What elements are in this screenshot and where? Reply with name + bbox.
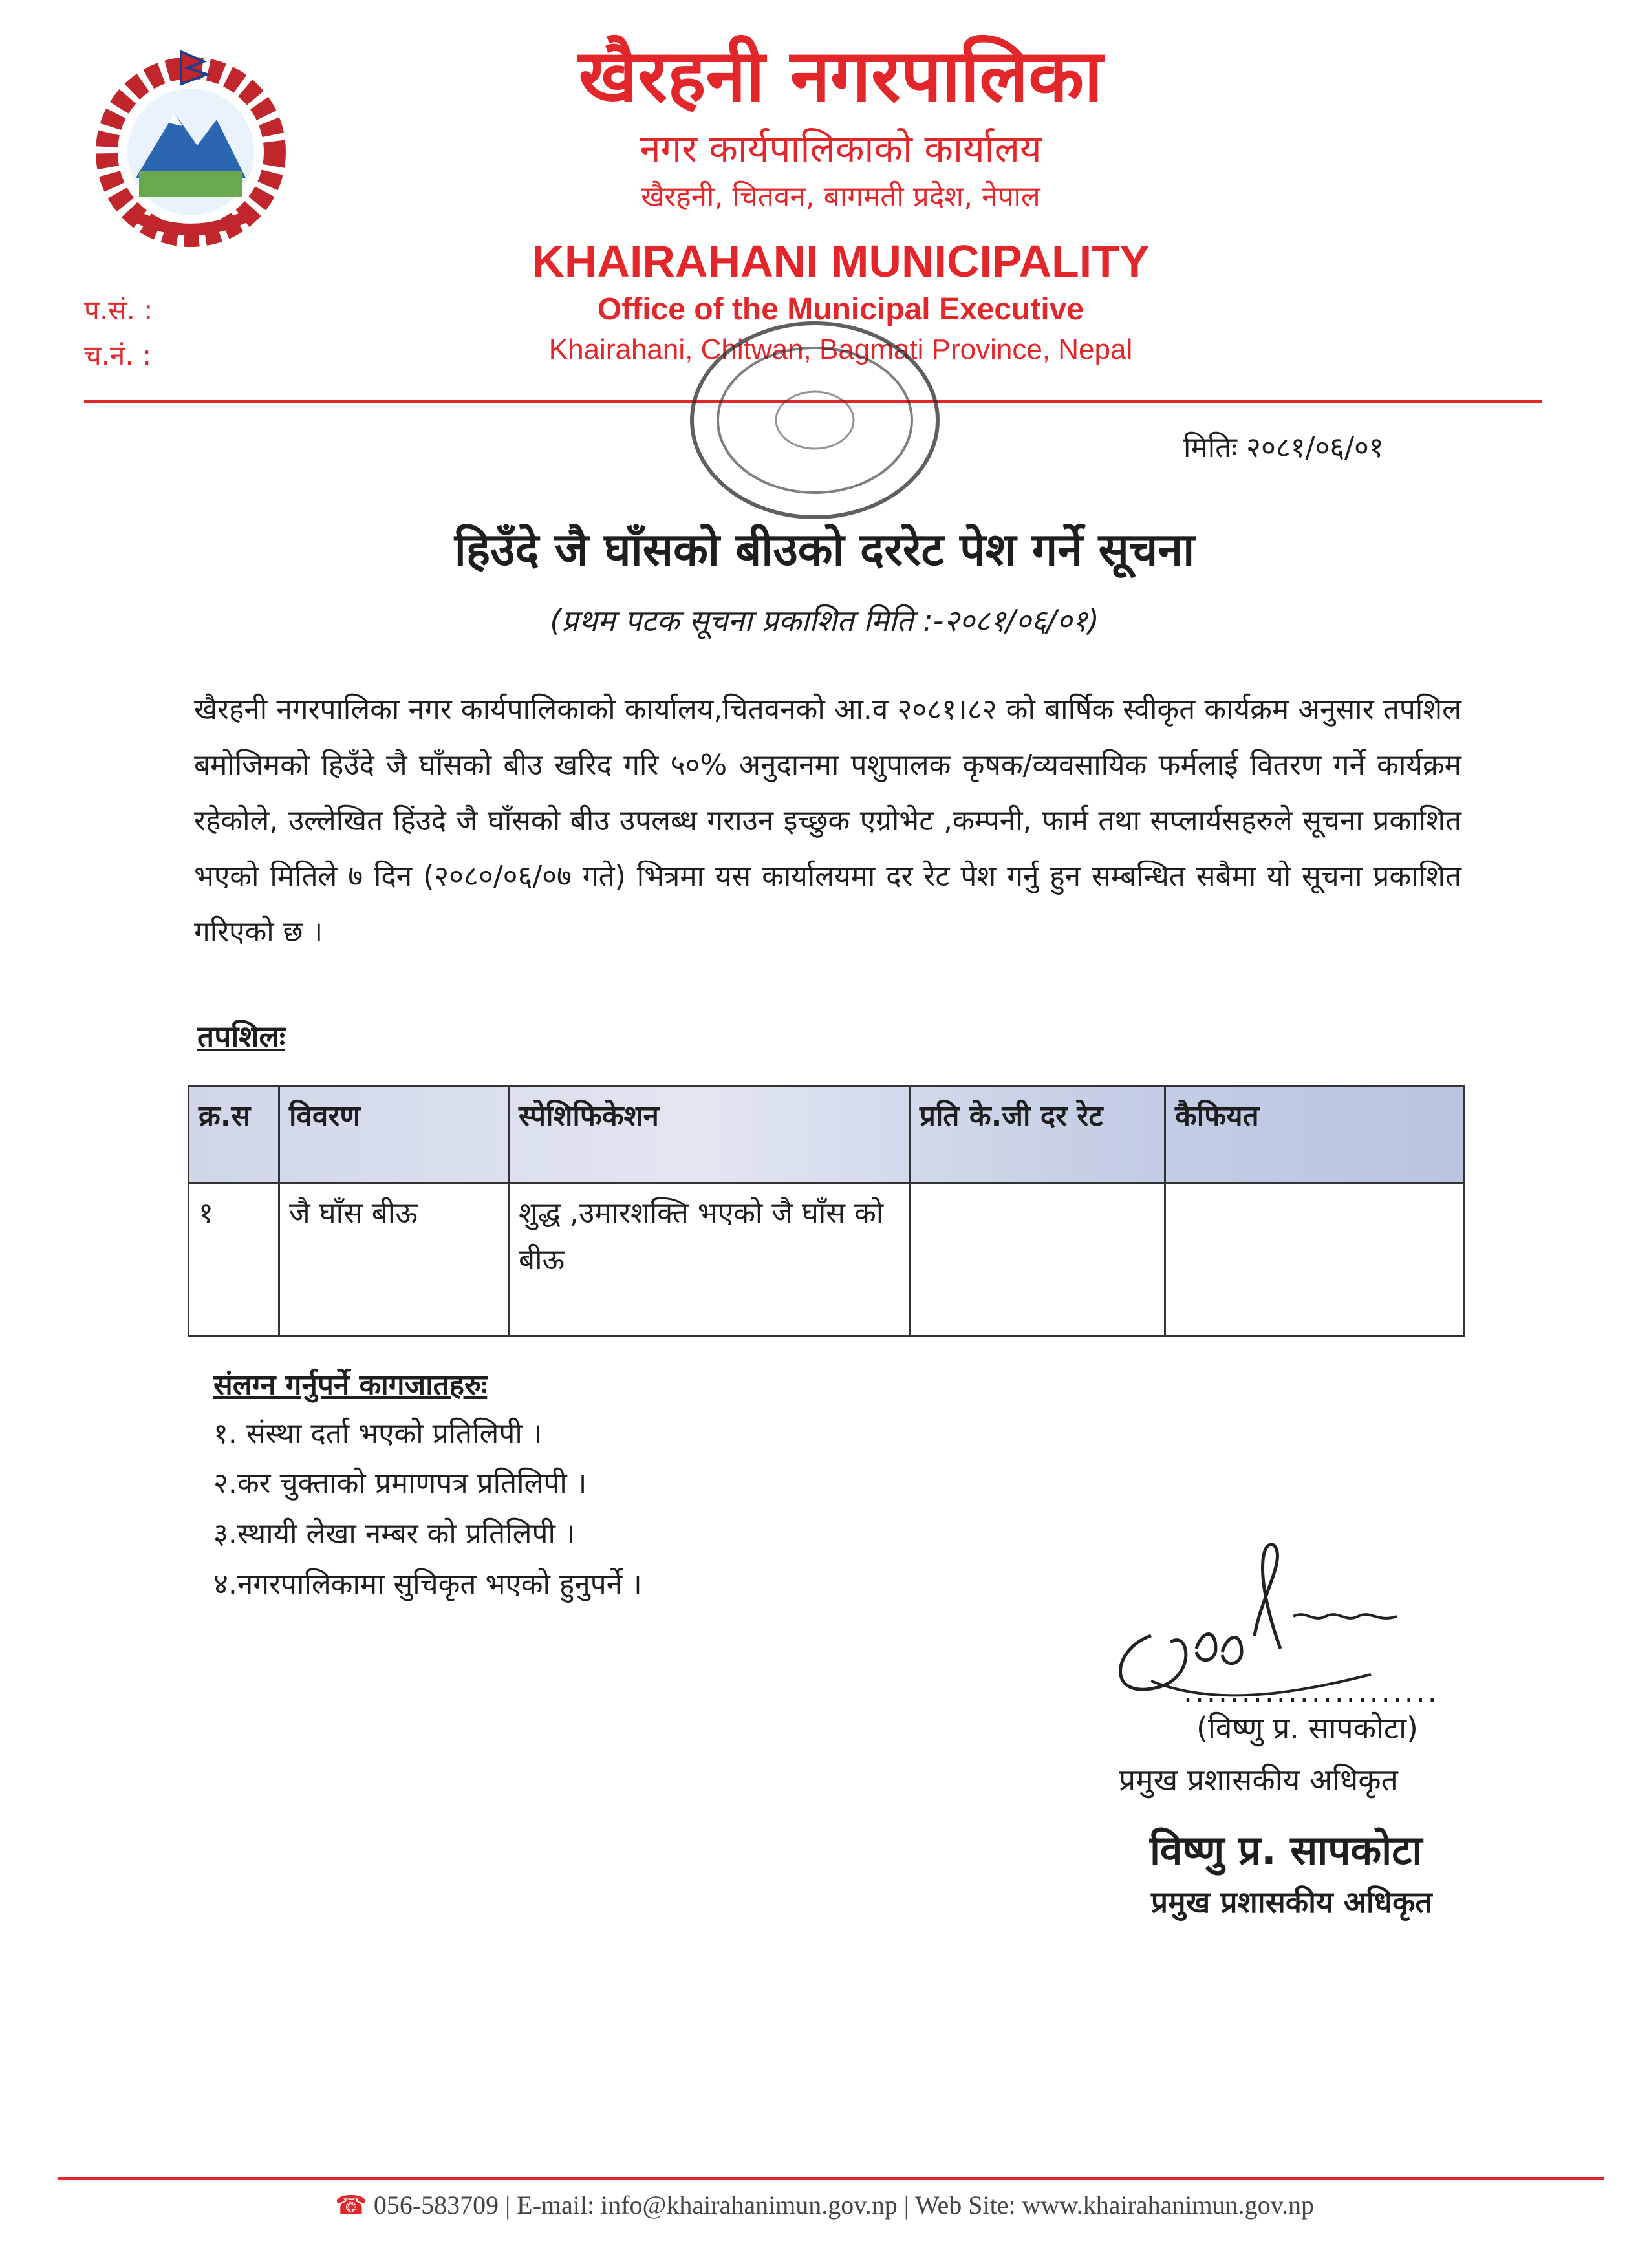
municipality-title-en: KHAIRAHANI MUNICIPALITY [532, 236, 1150, 286]
cell-remarks [1166, 1184, 1463, 1335]
office-subtitle-en: Office of the Municipal Executive [597, 292, 1084, 326]
header-serial: क्र.स [189, 1087, 280, 1182]
cell-description: जै घाँस बीऊ [280, 1184, 510, 1335]
attachment-item: १. संस्था दर्ता भएको प्रतिलिपी । [213, 1417, 543, 1450]
name-stamp: विष्णु प्र. सापकोटा [1150, 1826, 1423, 1874]
cell-rate-per-kg [911, 1184, 1166, 1335]
footer-text: 056-583709 | E-mail: info@khairahanimun.gov.np | Web Site: www.khairahanimun.gov.np [373, 2190, 1315, 2220]
notice-title: हिउँदे जै घाँसको बीउको दररेट पेश गर्ने सूचना [454, 523, 1195, 576]
signature-line: ...................... [1183, 1676, 1439, 1709]
details-label: तपशिलः [197, 1019, 286, 1054]
office-subtitle-np: नगर कार्यपालिकाको कार्यालय [640, 127, 1042, 171]
notice-date: मितिः २०८१/०६/०१ [1183, 431, 1384, 464]
title-stamp: प्रमुख प्रशासकीय अधिकृत [1151, 1885, 1432, 1920]
dispatch-number-label: च.नं. : [84, 339, 152, 371]
attachment-item: ४.नगरपालिकामा सुचिकृत भएको हुनुपर्ने । [213, 1568, 642, 1601]
header-rate-per-kg: प्रति के.जी दर रेट [911, 1087, 1166, 1182]
phone-icon: ☎ [334, 2190, 367, 2220]
office-seal [666, 310, 964, 530]
address-np: खैरहनी, चितवन, बागमती प्रदेश, नेपाल [641, 180, 1040, 213]
notice-body: खैरहनी नगरपालिका नगर कार्यपालिकाको कार्यालय,चितवनको आ.व २०८१।८२ को बार्षिक स्वीकृत कार्यक्रम अनुसार तपशिल बमोजिमको हिउँदे जै घाँसको बीउ खरिद गरि ५०% अनुदानमा पशुपालक कृषक/व्यवसायिक फर्मलाई वितरण गर्ने कार्यक्रम रहेकोले, उल्लेखित हिंउदे जै घाँसको बीउ उपलब्ध गराउन इच्छुक एग्रोभेट ,कम्पनी, फार्म तथा सप्लार्यसहरुले सूचना प्रकाशित भएको मितिले ७ दिन (२०८०/०६/०७ गते) भित्रमा यस कार्यालयमा दर रेट पेश गर्नु हुन सम्बन्धित सबैमा यो सूचना प्रकाशित गरिएको छ । [194, 693, 1461, 948]
signatory-name: (विष्णु प्र. सापकोटा) [1196, 1711, 1418, 1746]
notice-subtitle: (प्रथम पटक सूचना प्रकाशित मिति :-२०८१/०६/०१) [550, 603, 1099, 638]
header-specification: स्पेशिफिकेशन [510, 1087, 911, 1182]
header-remarks: कैफियत [1175, 1100, 1259, 1133]
header-description: विवरण [280, 1087, 510, 1182]
address-en: Khairahani, Chitwan, Bagmati Province, Nepal [548, 334, 1133, 365]
attachment-item: २.कर चुक्ताको प्रमाणपत्र प्रतिलिपी । [213, 1467, 587, 1500]
table-row [189, 1184, 1463, 1335]
cell-specification: शुद्ध ,उमारशक्ति भएको जै घाँस को बीऊ [510, 1184, 911, 1335]
table-header-row [189, 1087, 1463, 1184]
attachments-heading: संलग्न गर्नुपर्ने कागजातहरुः [213, 1369, 488, 1402]
rate-table [188, 1085, 1465, 1337]
attachment-item: ३.स्थायी लेखा नम्बर को प्रतिलिपी । [213, 1517, 576, 1550]
signatory-title: प्रमुख प्रशासकीय अधिकृत [1119, 1762, 1398, 1797]
footer-divider [58, 2177, 1604, 2180]
nepal-emblem-icon [84, 39, 297, 252]
municipality-title-np: खैरहनी नगरपालिका [578, 34, 1103, 118]
reference-number-label: प.सं. : [84, 294, 153, 326]
footer-contact [0, 2184, 1649, 2227]
cell-serial: १ [189, 1184, 280, 1335]
